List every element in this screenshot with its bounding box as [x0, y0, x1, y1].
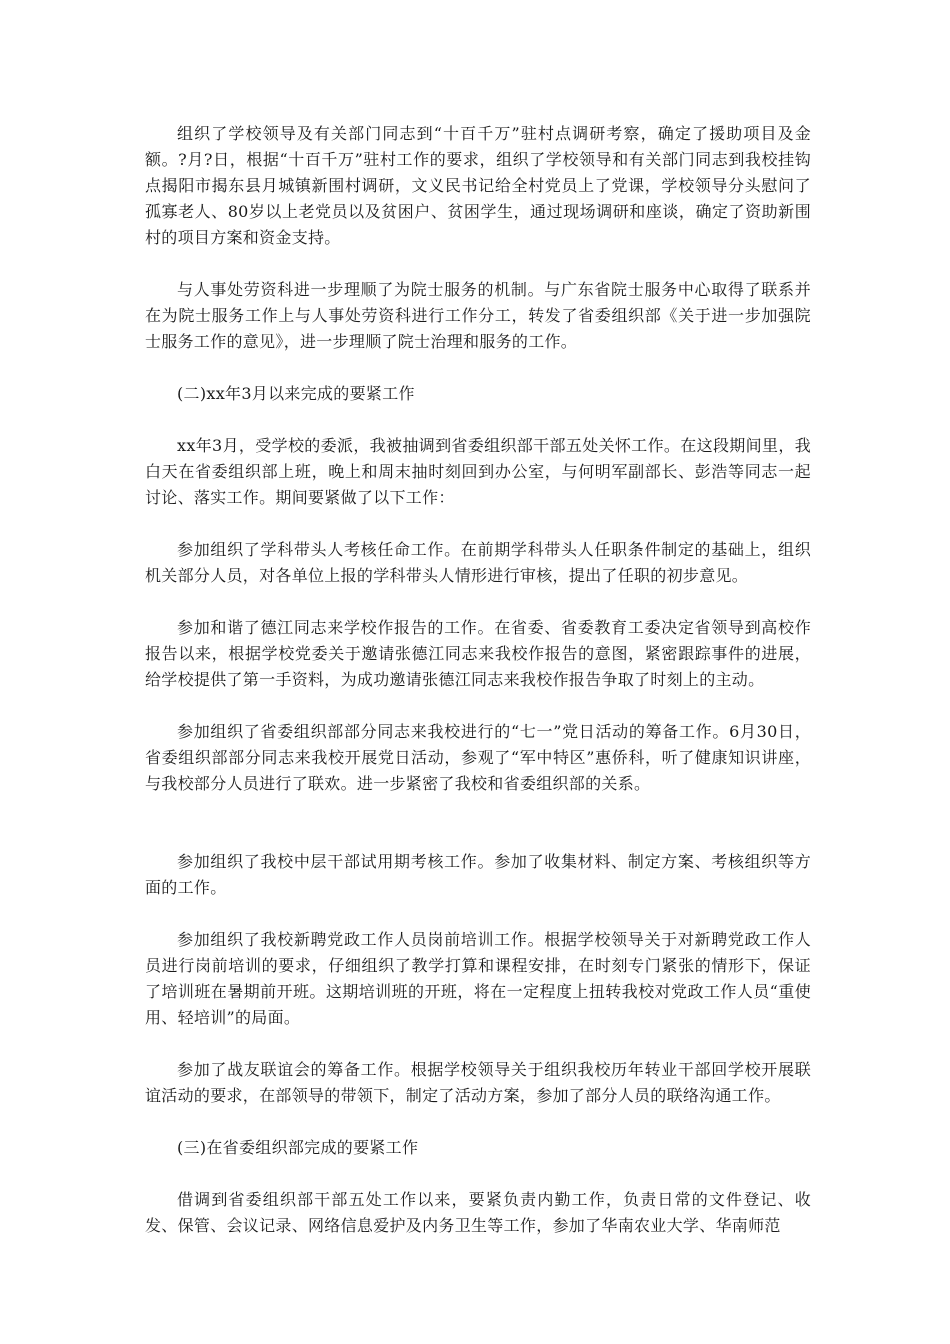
section-heading-3: (三)在省委组织部完成的要紧工作 — [177, 1138, 419, 1157]
paragraph-veterans-gathering: 参加了战友联谊会的筹备工作。根据学校领导关于组织我校历年转业干部回学校开展联谊活动的要求，在部领导的带领下，制定了活动方案，参加了部分人员的联络沟通工作。 — [145, 1060, 811, 1105]
paragraph-ten-hundred-village: 组织了学校领导及有关部门同志到“十百千万”驻村点调研考察，确定了援助项目及金额。?月?日，根据“十百千万”驻村工作的要求，组织了学校领导和有关部门同志到我校挂钩点揭阳市揭东县月城镇新围村调研，文义民书记给全村党员上了党课，学校领导分头慰问了孤寡老人、80岁以上老党员以及贫困户、贫困学生，通过现场调研和座谈，确定了资助新围村的项目方案和资金支持。 — [145, 124, 811, 247]
paragraph-academician-service: 与人事处劳资科进一步理顺了为院士服务的机制。与广东省院士服务中心取得了联系并在为院士服务工作上与人事处劳资科进行工作分工，转发了省委组织部《关于进一步加强院士服务工作的意见》，进一步理顺了院士治理和服务的工作。 — [145, 280, 811, 351]
paragraph-july-first-activity: 参加组织了省委组织部部分同志来我校进行的“七一”党日活动的筹备工作。6月30日，省委组织部部分同志来我校开展党日活动，参观了“军中特区”惠侨科，听了健康知识讲座，与我校部分人员进行了联欢。进一步紧密了我校和省委组织部的关系。 — [145, 722, 811, 793]
paragraph-staff-training: 参加组织了我校新聘党政工作人员岗前培训工作。根据学校领导关于对新聘党政工作人员进行岗前培训的要求，仔细组织了教学打算和课程安排，在时刻专门紧张的情形下，保证了培训班在暑期前开班。这期培训班的开班，将在一定程度上扭转我校对党政工作人员“重使用、轻培训”的局面。 — [145, 930, 811, 1027]
paragraph-secondment-intro: xx年3月，受学校的委派，我被抽调到省委组织部干部五处关怀工作。在这段期间里，我白天在省委组织部上班，晚上和周末抽时刻回到办公室，与何明军副部长、彭浩等同志一起讨论、落实工作。期间要紧做了以下工作： — [145, 436, 811, 507]
document-body — [145, 121, 811, 1265]
paragraph-discipline-leader: 参加组织了学科带头人考核任命工作。在前期学科带头人任职条件制定的基础上，组织机关部分人员，对各单位上报的学科带头人情形进行审核，提出了任职的初步意见。 — [145, 540, 811, 585]
section-heading-2: (二)xx年3月以来完成的要紧工作 — [177, 384, 415, 403]
blank-line — [145, 823, 811, 849]
paragraph-report-event: 参加和谐了德江同志来学校作报告的工作。在省委、省委教育工委决定省领导到高校作报告以来，根据学校党委关于邀请张德江同志来我校作报告的意图，紧密跟踪事件的进展，给学校提供了第一手资料，为成功邀请张德江同志来我校作报告争取了时刻上的主动。 — [145, 618, 811, 689]
paragraph-office-duties: 借调到省委组织部干部五处工作以来，要紧负责内勤工作，负责日常的文件登记、收发、保管、会议记录、网络信息爱护及内务卫生等工作，参加了华南农业大学、华南师范 — [145, 1190, 811, 1235]
paragraph-probation-review: 参加组织了我校中层干部试用期考核工作。参加了收集材料、制定方案、考核组织等方面的工作。 — [145, 852, 811, 897]
